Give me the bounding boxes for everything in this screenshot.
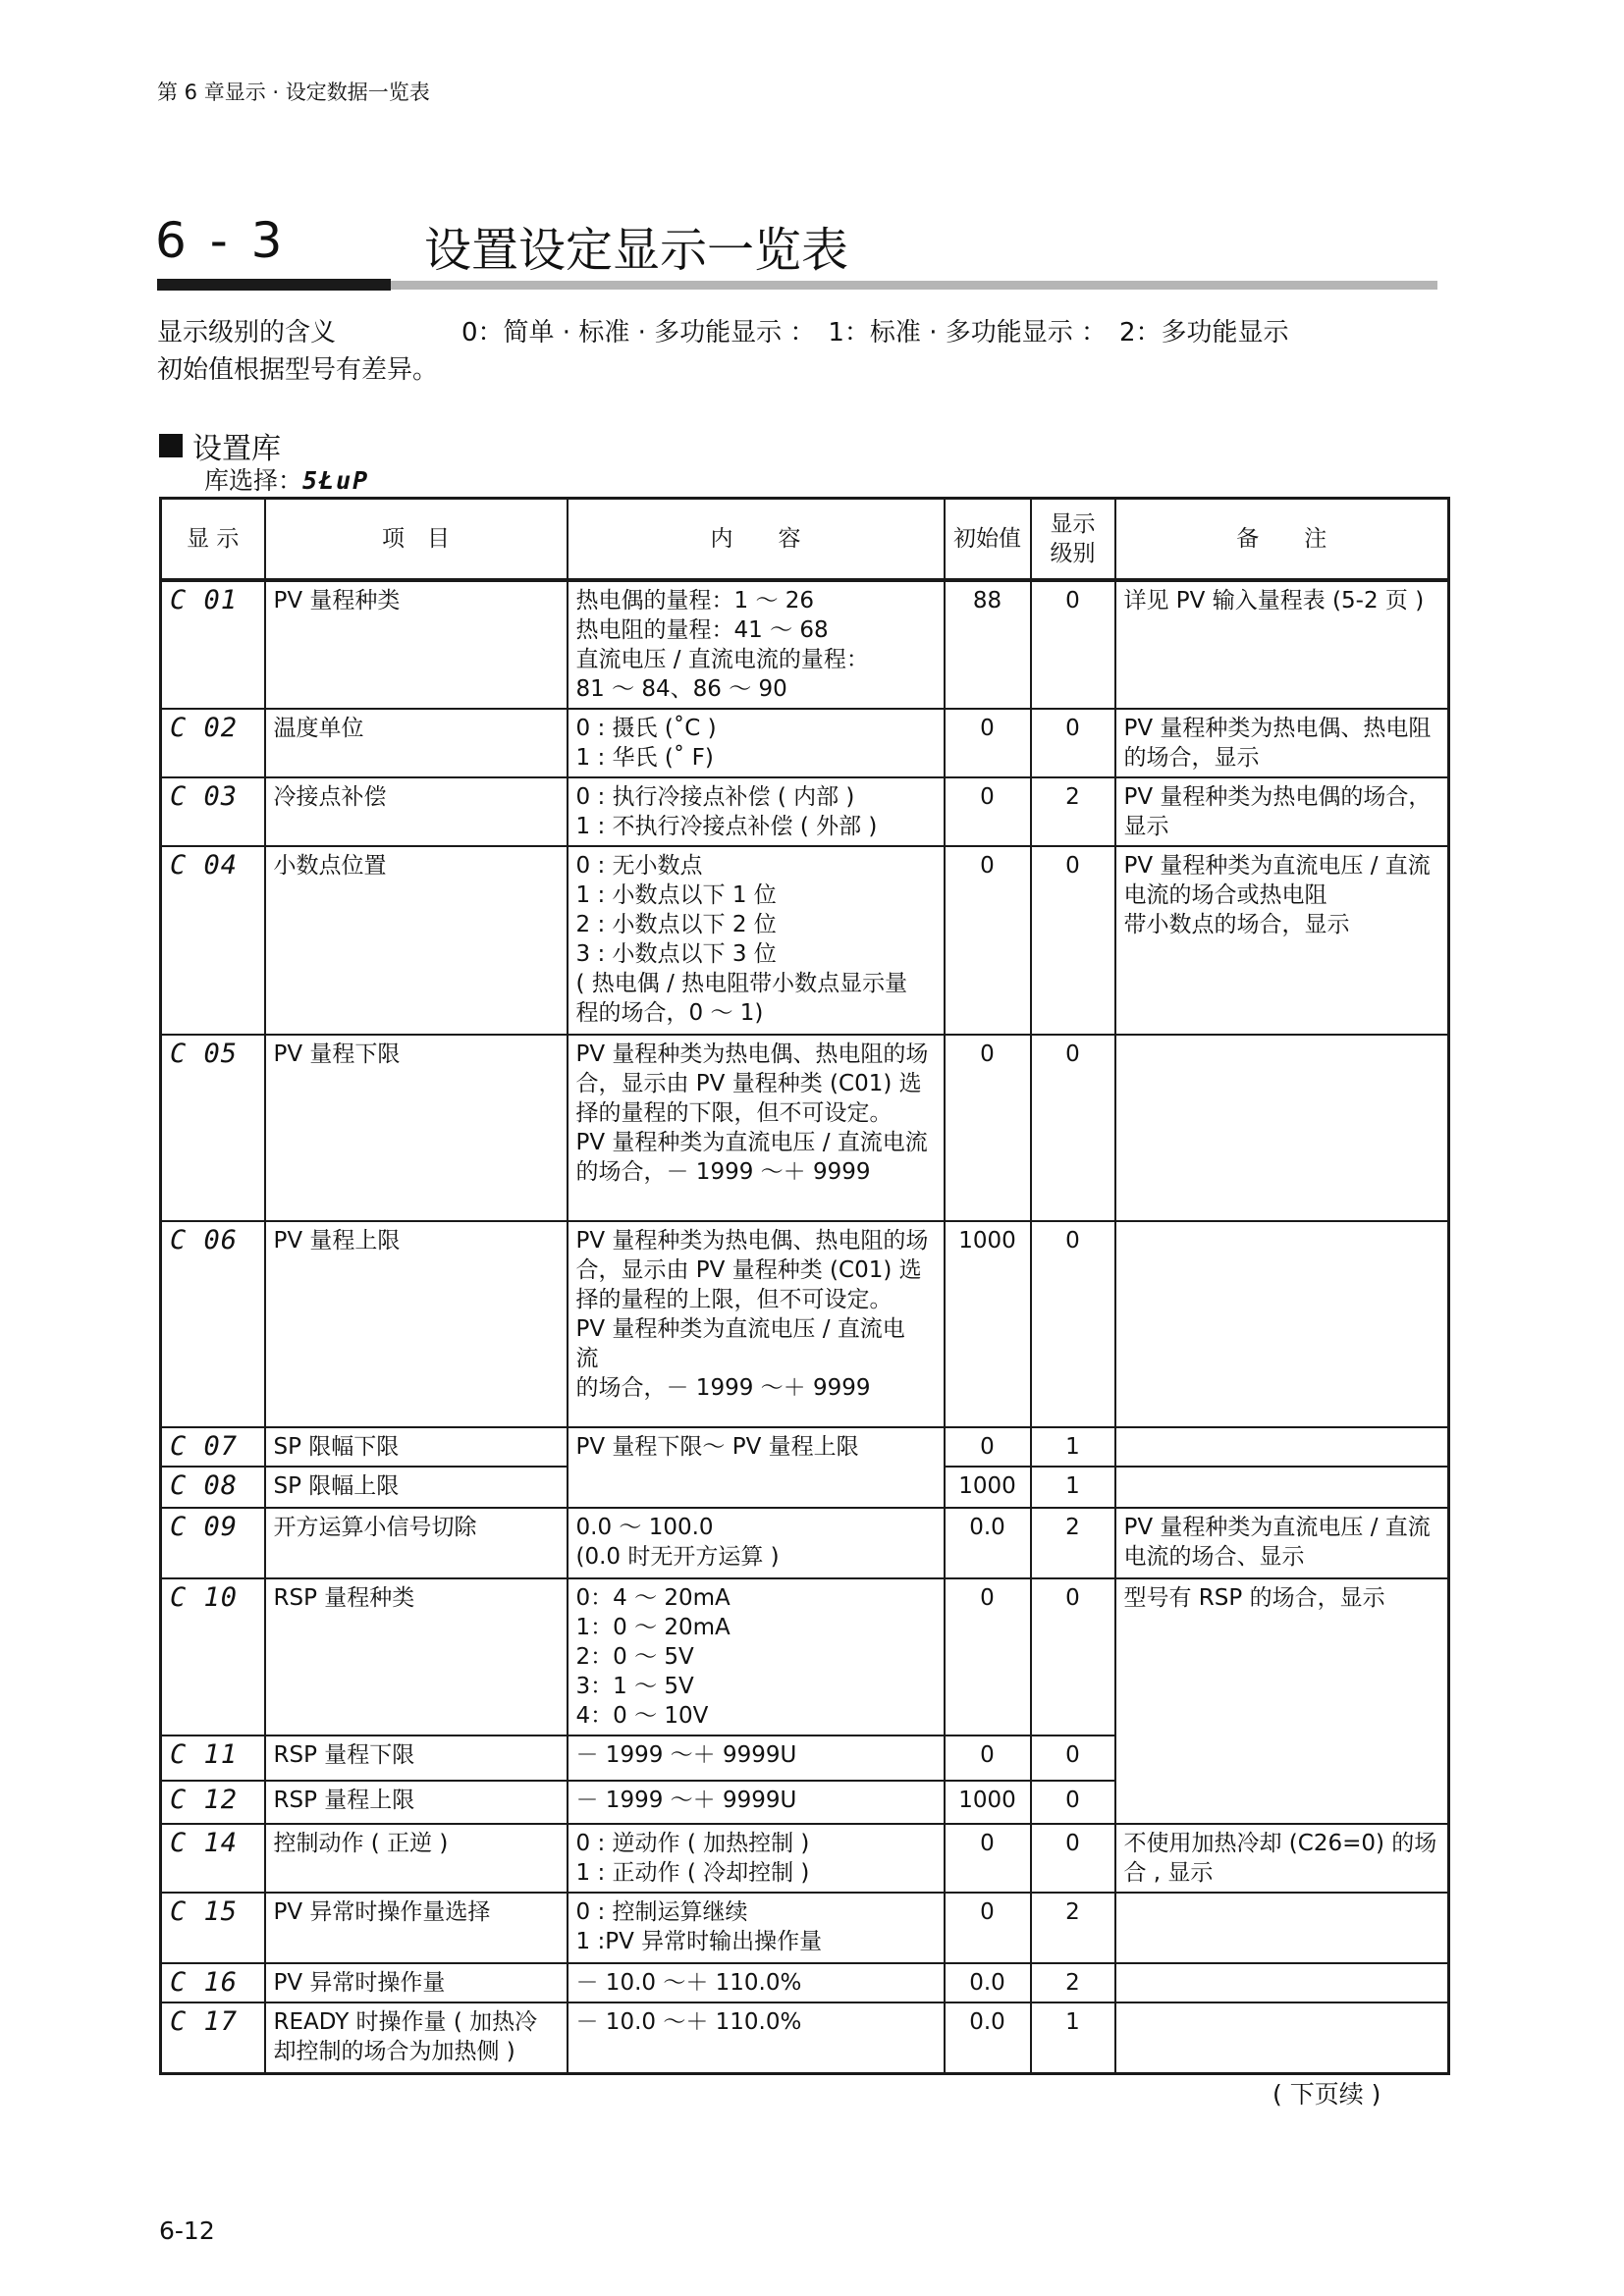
content-cell: 0 : 逆动作 ( 加热控制 ) 1 : 正动作 ( 冷却控制 )	[568, 1824, 945, 1893]
display-code: C 14	[161, 1824, 265, 1893]
initial-value: 0	[945, 846, 1031, 1035]
header-level: 显示 级别	[1031, 499, 1115, 581]
note-cell	[1115, 1893, 1449, 1963]
initial-value: 0	[945, 1035, 1031, 1221]
item-name: RSP 量程上限	[265, 1781, 568, 1824]
display-code: C 02	[161, 709, 265, 777]
note-cell	[1115, 1221, 1449, 1427]
initial-value: 0	[945, 1824, 1031, 1893]
item-name: SP 限幅下限	[265, 1427, 568, 1467]
display-code: C 17	[161, 2002, 265, 2073]
display-code: C 12	[161, 1781, 265, 1824]
display-level: 0	[1031, 1735, 1115, 1781]
initial-value: 0	[945, 1578, 1031, 1735]
content-cell: 热电偶的量程：1 ～ 26 热电阻的量程：41 ～ 68 直流电压 / 直流电流的量程： 81 ～ 84、86 ～ 90	[568, 580, 945, 709]
content-cell: 0.0 ～ 100.0 (0.0 时无开方运算 )	[568, 1508, 945, 1578]
note-cell	[1115, 2002, 1449, 2073]
display-code: C 03	[161, 777, 265, 846]
bank-title: 设置库	[192, 432, 281, 466]
display-level: 2	[1031, 777, 1115, 846]
display-code: C 09	[161, 1508, 265, 1578]
running-head: 第 6 章显示 · 设定数据一览表	[157, 80, 430, 104]
content-cell: PV 量程种类为热电偶、热电阻的场合，显示由 PV 量程种类 (C01) 选择的量程的上限，但不可设定。 PV 量程种类为直流电压 / 直流电 流 的场合，－ 1999 ～＋ 9999	[568, 1221, 945, 1427]
item-name: PV 量程种类	[265, 580, 568, 709]
display-level: 0	[1031, 1824, 1115, 1893]
note-cell	[1115, 1035, 1449, 1221]
header-display: 显 示	[161, 499, 265, 581]
initial-value: 1000	[945, 1221, 1031, 1427]
display-code: C 06	[161, 1221, 265, 1427]
note-cell: PV 量程种类为直流电压 / 直流电流的场合或热电阻 带小数点的场合，显示	[1115, 846, 1449, 1035]
note-cell	[1115, 1467, 1449, 1508]
header-initial: 初始值	[945, 499, 1031, 581]
display-level: 0	[1031, 1035, 1115, 1221]
display-code: C 01	[161, 580, 265, 709]
header-note: 备 注	[1115, 499, 1449, 581]
item-name: 温度单位	[265, 709, 568, 777]
display-level-legend: 0：简单 · 标准 · 多功能显示 ： 1：标准 · 多功能显示 ： 2：多功能显示	[461, 318, 1289, 347]
display-code: C 15	[161, 1893, 265, 1963]
display-level: 2	[1031, 1508, 1115, 1578]
item-name: 控制动作 ( 正逆 )	[265, 1824, 568, 1893]
initial-value: 1000	[945, 1467, 1031, 1508]
initial-value: 0	[945, 709, 1031, 777]
initial-value: 0	[945, 777, 1031, 846]
table-row	[161, 580, 1449, 709]
bank-select-code: 5ŁuP	[302, 466, 370, 495]
note-cell: 不使用加热冷却 (C26=0) 的场合 , 显示	[1115, 1824, 1449, 1893]
content-cell: － 1999 ～＋ 9999U	[568, 1735, 945, 1781]
item-name: PV 量程上限	[265, 1221, 568, 1427]
note-cell: 详见 PV 输入量程表 (5-2 页 )	[1115, 580, 1449, 709]
table-row	[161, 1221, 1449, 1427]
content-cell: 0 : 摄氏 (˚C ) 1 : 华氏 (˚ F)	[568, 709, 945, 777]
initial-value: 1000	[945, 1781, 1031, 1824]
header-content: 内 容	[568, 499, 945, 581]
note-cell	[1115, 1427, 1449, 1467]
item-name: 冷接点补偿	[265, 777, 568, 846]
initial-value: 0	[945, 1893, 1031, 1963]
table-row	[161, 846, 1449, 1035]
table-row	[161, 1578, 1449, 1735]
content-cell: 0：4 ～ 20mA 1：0 ～ 20mA 2：0 ～ 5V 3：1 ～ 5V 4：0 ～ 10V	[568, 1578, 945, 1735]
item-name: RSP 量程种类	[265, 1578, 568, 1735]
continued-note: ( 下页续 )	[1272, 2080, 1381, 2109]
note-cell: 型号有 RSP 的场合，显示	[1115, 1578, 1449, 1824]
square-bullet-icon	[159, 434, 183, 457]
bank-select-label: 库选择：	[204, 466, 303, 495]
display-level: 0	[1031, 1221, 1115, 1427]
content-cell: 0 : 无小数点 1 : 小数点以下 1 位 2 : 小数点以下 2 位 3 : 小数点以下 3 位 ( 热电偶 / 热电阻带小数点显示量 程的场合，0 ～ 1)	[568, 846, 945, 1035]
table-row	[161, 1963, 1449, 2002]
note-cell: PV 量程种类为热电偶的场合，显示	[1115, 777, 1449, 846]
table-row	[161, 1824, 1449, 1893]
title-rule-dark	[157, 279, 391, 291]
content-cell: 0 : 控制运算继续 1 :PV 异常时输出操作量	[568, 1893, 945, 1963]
note-cell	[1115, 1963, 1449, 2002]
display-code: C 07	[161, 1427, 265, 1467]
item-name: SP 限幅上限	[265, 1467, 568, 1508]
item-name: READY 时操作量 ( 加热冷却控制的场合为加热侧 )	[265, 2002, 568, 2073]
display-level: 0	[1031, 709, 1115, 777]
table-header-row	[161, 499, 1449, 581]
item-name: RSP 量程下限	[265, 1735, 568, 1781]
item-name: 小数点位置	[265, 846, 568, 1035]
item-name: PV 异常时操作量选择	[265, 1893, 568, 1963]
content-cell: － 1999 ～＋ 9999U	[568, 1781, 945, 1824]
note-cell: PV 量程种类为热电偶、热电阻的场合，显示	[1115, 709, 1449, 777]
initial-value: 0.0	[945, 1508, 1031, 1578]
item-name: PV 量程下限	[265, 1035, 568, 1221]
display-level: 1	[1031, 1427, 1115, 1467]
table-row	[161, 1893, 1449, 1963]
table-row	[161, 1035, 1449, 1221]
table-row	[161, 777, 1449, 846]
initial-value: 0.0	[945, 2002, 1031, 2073]
content-cell: － 10.0 ～＋ 110.0%	[568, 2002, 945, 2073]
title-rule-gray	[391, 281, 1437, 290]
display-level-label: 显示级别的含义	[157, 318, 337, 347]
initial-value: 0	[945, 1735, 1031, 1781]
initial-value-note: 初始值根据型号有差异。	[157, 355, 439, 385]
initial-value: 88	[945, 580, 1031, 709]
section-title: 设置设定显示一览表	[424, 223, 849, 278]
item-name: 开方运算小信号切除	[265, 1508, 568, 1578]
display-level: 0	[1031, 580, 1115, 709]
table-row	[161, 2002, 1449, 2073]
bank-select	[204, 461, 369, 497]
display-level: 0	[1031, 846, 1115, 1035]
note-cell: PV 量程种类为直流电压 / 直流电流的场合、显示	[1115, 1508, 1449, 1578]
display-level: 1	[1031, 2002, 1115, 2073]
page-number: 6-12	[159, 2216, 215, 2245]
display-code: C 05	[161, 1035, 265, 1221]
initial-value: 0	[945, 1427, 1031, 1467]
item-name: PV 异常时操作量	[265, 1963, 568, 2002]
content-cell: 0 : 执行冷接点补偿 ( 内部 ) 1 : 不执行冷接点补偿 ( 外部 )	[568, 777, 945, 846]
display-code: C 11	[161, 1735, 265, 1781]
initial-value: 0.0	[945, 1963, 1031, 2002]
display-level: 2	[1031, 1893, 1115, 1963]
display-code: C 10	[161, 1578, 265, 1735]
header-item: 项 目	[265, 499, 568, 581]
display-level: 0	[1031, 1781, 1115, 1824]
content-cell: PV 量程种类为热电偶、热电阻的场合，显示由 PV 量程种类 (C01) 选择的量程的下限，但不可设定。 PV 量程种类为直流电压 / 直流电流的场合，－ 1999 ～＋ 9999	[568, 1035, 945, 1221]
display-level: 2	[1031, 1963, 1115, 2002]
table-row	[161, 1508, 1449, 1578]
display-code: C 16	[161, 1963, 265, 2002]
display-level: 1	[1031, 1467, 1115, 1508]
section-number: 6 - 3	[155, 212, 287, 269]
content-cell: － 10.0 ～＋ 110.0%	[568, 1963, 945, 2002]
setup-table	[159, 497, 1450, 2075]
content-cell: PV 量程下限～ PV 量程上限	[568, 1427, 945, 1508]
display-level: 0	[1031, 1578, 1115, 1735]
table-row	[161, 1427, 1449, 1467]
display-code: C 08	[161, 1467, 265, 1508]
display-code: C 04	[161, 846, 265, 1035]
table-row	[161, 709, 1449, 777]
